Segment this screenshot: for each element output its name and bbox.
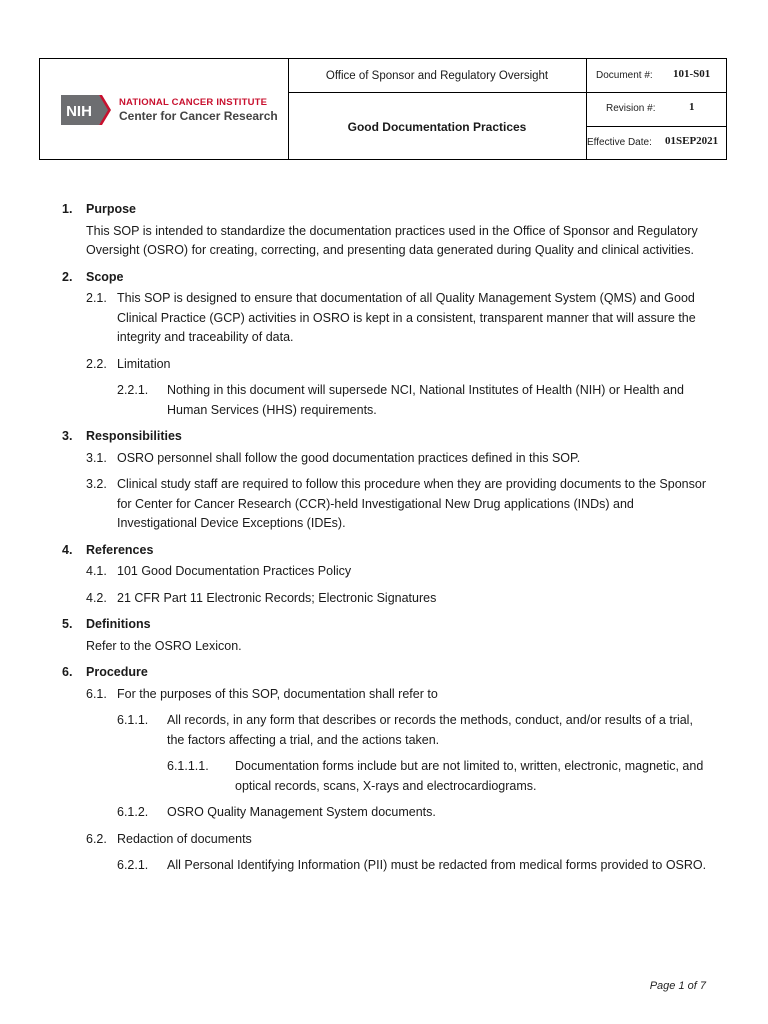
list-item xyxy=(86,475,712,534)
section-number: 6. xyxy=(62,665,73,679)
list-item xyxy=(86,685,712,705)
list-item xyxy=(117,381,712,420)
section-title: Responsibilities xyxy=(86,429,182,443)
list-item xyxy=(86,589,712,609)
item-text: OSRO Quality Management System documents. xyxy=(167,805,436,819)
office-name: Office of Sponsor and Regulatory Oversight xyxy=(325,69,549,82)
item-text: Nothing in this document will supersede NCI, National Institutes of Health (NIH) or Health and Human Services (HHS) requirements. xyxy=(167,383,684,417)
list-item xyxy=(117,803,712,823)
item-text: 21 CFR Part 11 Electronic Records; Electronic Signatures xyxy=(117,590,437,605)
item-text: For the purposes of this SOP, documentation shall refer to xyxy=(117,686,438,701)
section-scope xyxy=(62,268,712,421)
section-number: 1. xyxy=(62,202,73,216)
item-number: 2.2. xyxy=(86,356,107,371)
item-text: Clinical study staff are required to follow this procedure when they are providing documents to the Sponsor for Center for Cancer Research (CCR)-held Investigational New Drug applications (INDs) and Investigational Device Exceptions (IDEs). xyxy=(117,477,706,530)
section-references xyxy=(62,541,712,609)
item-number: 4.2. xyxy=(86,590,107,605)
document-header-table xyxy=(39,58,727,160)
item-number: 6.1. xyxy=(86,686,107,701)
section-title: Purpose xyxy=(86,202,137,216)
page-number: Page 1 of 7 xyxy=(649,980,706,992)
document-number-label: Document #: xyxy=(596,70,653,81)
item-number: 3.2. xyxy=(86,477,107,491)
item-number: 6.1.1. xyxy=(117,713,149,727)
list-item xyxy=(86,830,712,850)
list-item xyxy=(117,711,712,750)
list-item xyxy=(117,856,712,876)
item-number: 2.1. xyxy=(86,291,107,305)
effective-date-label: Effective Date: xyxy=(587,137,652,148)
logo-org-name: NATIONAL CANCER INSTITUTE xyxy=(119,96,268,108)
item-number: 4.1. xyxy=(86,564,107,578)
effective-date-value: 01SEP2021 xyxy=(665,135,719,147)
section-number: 4. xyxy=(62,542,73,557)
section-title: Definitions xyxy=(86,617,151,631)
item-number: 6.2.1. xyxy=(117,858,149,872)
document-number-value: 101-S01 xyxy=(673,68,711,80)
item-number: 6.2. xyxy=(86,831,107,846)
section-definitions xyxy=(62,615,712,656)
nih-logo-text: NIH xyxy=(66,103,92,120)
list-item xyxy=(86,562,712,582)
list-item xyxy=(86,449,712,469)
item-text: This SOP is designed to ensure that documentation of all Quality Management System (QMS) and Good Clinical Practice (GCP) activities in OSRO is kept in a consistent, transparent manner that will assure the integrity and traceability of data. xyxy=(117,291,696,344)
item-text: All records, in any form that describes or records the methods, conduct, and/or results of a trial, the factors affecting a trial, and the actions taken. xyxy=(167,713,693,747)
item-text: All Personal Identifying Information (PII) must be redacted from medical forms provided to OSRO. xyxy=(167,858,707,872)
item-number: 2.2.1. xyxy=(117,383,149,397)
item-number: 3.1. xyxy=(86,450,107,465)
nih-logo-icon xyxy=(61,95,111,125)
nih-logo xyxy=(61,95,278,125)
item-text: Redaction of documents xyxy=(117,831,252,846)
list-item xyxy=(86,289,712,348)
section-number: 2. xyxy=(62,269,73,284)
section-responsibilities xyxy=(62,427,712,534)
item-text: Documentation forms include but are not limited to, written, electronic, magnetic, and optical records, scans, X-rays and electrocardiograms. xyxy=(235,759,704,793)
item-text: Limitation xyxy=(117,356,171,371)
list-item xyxy=(86,355,712,375)
section-number: 3. xyxy=(62,429,73,443)
logo-center-name: Center for Cancer Research xyxy=(119,108,278,123)
section-title: Scope xyxy=(86,269,124,284)
section-title: References xyxy=(86,542,154,557)
section-text: This SOP is intended to standardize the documentation practices used in the Office of Sponsor and Regulatory Oversight (OSRO) for creating, correcting, and presenting data generated during Quality and clinical activities. xyxy=(86,223,698,257)
revision-label: Revision #: xyxy=(606,103,656,114)
item-number: 6.1.2. xyxy=(117,805,149,819)
section-number: 5. xyxy=(62,617,73,631)
section-procedure xyxy=(62,663,712,876)
section-purpose xyxy=(62,200,712,261)
divider xyxy=(586,126,726,127)
item-text: OSRO personnel shall follow the good documentation practices defined in this SOP. xyxy=(117,450,581,465)
item-text: 101 Good Documentation Practices Policy xyxy=(117,564,352,578)
item-number: 6.1.1.1. xyxy=(167,759,209,773)
list-item xyxy=(167,757,712,796)
revision-value: 1 xyxy=(689,101,695,113)
document-body xyxy=(62,200,712,883)
section-text: Refer to the OSRO Lexicon. xyxy=(86,638,242,653)
document-title: Good Documentation Practices xyxy=(347,120,527,134)
section-title: Procedure xyxy=(86,665,148,679)
